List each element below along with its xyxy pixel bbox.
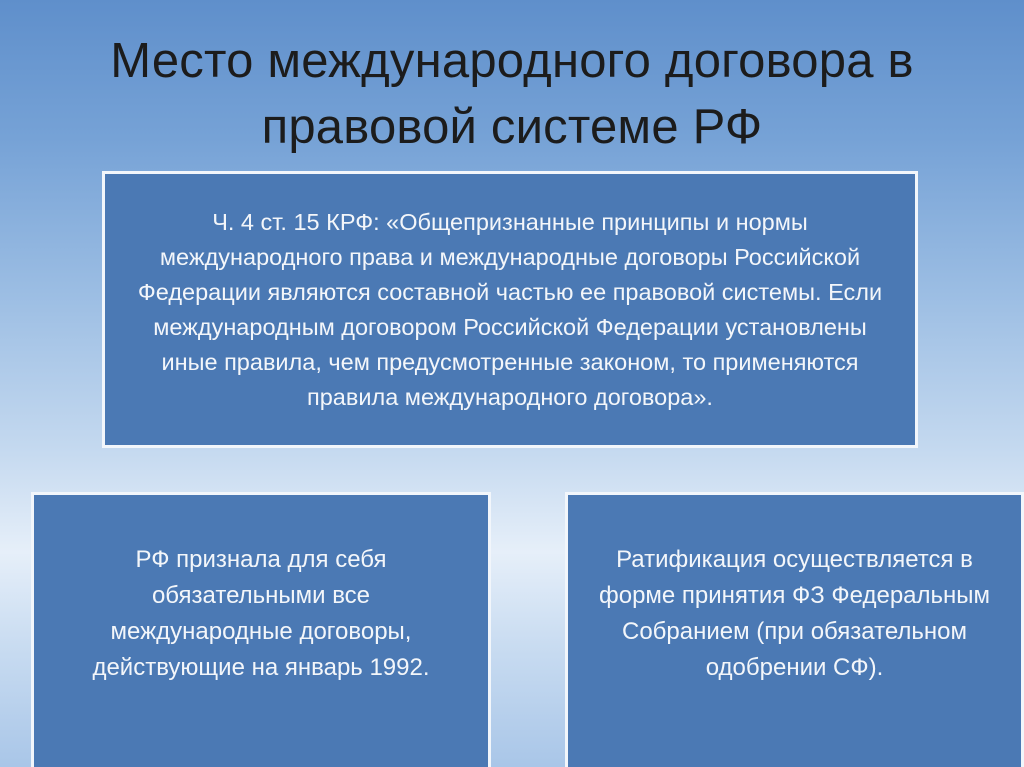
constitution-quote-text: Ч. 4 ст. 15 КРФ: «Общепризнанные принципы и нормы международного права и международные договоры Российской Федерации являются составной частью ее правовой системы. Если международным договором Российской Федерации установлены иные правила, чем предусмотренные законом, то применяются правила международного договора». [137,208,883,410]
ratification-box [565,492,1024,767]
recognition-box [31,492,491,767]
recognition-text: РФ признала для себя обязательными все международные договоры, действующие на январь 1992. [92,546,430,681]
ratification-text: Ратификация осуществляется в форме принятия ФЗ Федеральным Собранием (при обязательном одобрении СФ). [598,546,991,681]
constitution-quote-box [102,171,918,448]
slide-title: Место международного договора в правовой системе РФ [110,34,914,154]
